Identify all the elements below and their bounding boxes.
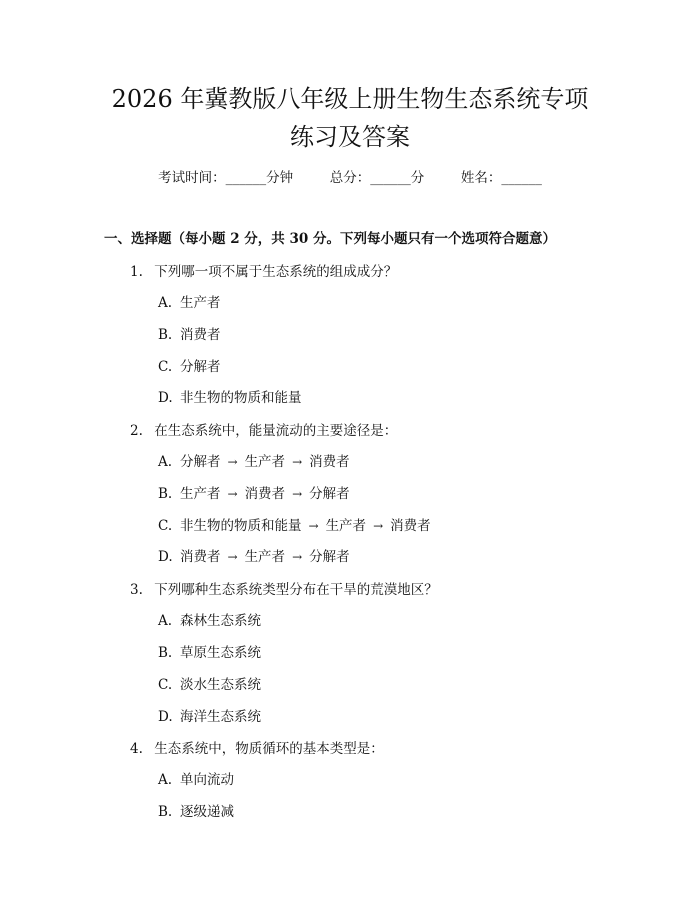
option-2d — [158, 547, 350, 567]
question-text: 在生态系统中，能量流动的主要途径是： — [154, 423, 398, 439]
arrow-icon: → — [308, 519, 319, 533]
arrow-icon: → — [227, 487, 238, 501]
score-blank: ______ — [370, 170, 411, 186]
option-text: 海洋生态系统 — [180, 709, 261, 725]
option-1a — [158, 293, 221, 313]
option-letter: D. — [158, 709, 173, 725]
arrow-icon: → — [227, 455, 238, 469]
option-3d — [158, 707, 261, 727]
option-3a — [158, 611, 261, 631]
question-number: 4. — [130, 741, 143, 757]
chain-step: 非生物的物质和能量 — [180, 518, 302, 534]
arrow-icon: → — [227, 550, 238, 564]
option-letter: D. — [158, 549, 173, 565]
section-heading: 一、选择题（每小题 2 分，共 30 分。下列每小题只有一个选项符合题意） — [104, 231, 556, 247]
option-3b — [158, 643, 261, 663]
option-letter: B. — [158, 804, 173, 820]
name-blank: ______ — [501, 170, 542, 186]
chain-step: 生产者 — [180, 486, 221, 502]
exam-info — [0, 168, 700, 188]
option-letter: A. — [158, 454, 173, 470]
chain-step: 分解者 — [309, 486, 350, 502]
chain-step: 消费者 — [390, 518, 431, 534]
option-3c — [158, 675, 261, 695]
time-label: 考试时间： — [158, 170, 226, 186]
arrow-icon: → — [292, 487, 303, 501]
option-letter: C. — [158, 359, 173, 375]
option-letter: C. — [158, 518, 173, 534]
option-text: 消费者 — [180, 327, 221, 343]
page-title-line1: 2026 年冀教版八年级上册生物生态系统专项 — [111, 85, 589, 113]
option-letter: D. — [158, 390, 173, 406]
question-1 — [130, 262, 397, 282]
chain-step: 分解者 — [180, 454, 221, 470]
question-number: 1. — [130, 264, 143, 280]
score-label: 总分： — [329, 170, 371, 186]
question-4 — [130, 739, 384, 759]
chain-step: 消费者 — [180, 549, 221, 565]
option-text: 生产者 — [180, 295, 221, 311]
page-title-line2: 练习及答案 — [290, 123, 410, 151]
time-unit: 分钟 — [266, 170, 294, 186]
option-text: 非生物的物质和能量 — [180, 390, 302, 406]
option-text: 森林生态系统 — [180, 613, 261, 629]
option-letter: C. — [158, 677, 173, 693]
option-text: 逐级递减 — [180, 804, 234, 820]
option-4b — [158, 802, 234, 822]
arrow-icon: → — [292, 455, 303, 469]
question-text: 下列哪种生态系统类型分布在干旱的荒漠地区？ — [154, 582, 438, 598]
option-text: 草原生态系统 — [180, 645, 261, 661]
chain-step: 消费者 — [309, 454, 350, 470]
arrow-icon: → — [373, 519, 384, 533]
name-label: 姓名： — [460, 170, 502, 186]
option-letter: A. — [158, 772, 173, 788]
option-1d — [158, 388, 302, 408]
score-unit: 分 — [410, 170, 425, 186]
chain-step: 生产者 — [244, 549, 286, 565]
option-text: 分解者 — [180, 359, 221, 375]
arrow-icon: → — [292, 550, 303, 564]
option-letter: B. — [158, 327, 173, 343]
option-1c — [158, 357, 221, 377]
question-2 — [130, 421, 397, 441]
time-blank: ______ — [225, 170, 267, 186]
option-2a — [158, 452, 350, 472]
option-letter: A. — [158, 613, 173, 629]
chain-step: 生产者 — [244, 454, 286, 470]
question-text: 下列哪一项不属于生态系统的组成成分？ — [154, 264, 398, 280]
question-text: 生态系统中，物质循环的基本类型是： — [154, 741, 384, 757]
option-letter: B. — [158, 486, 173, 502]
chain-step: 生产者 — [325, 518, 367, 534]
question-number: 2. — [130, 423, 143, 439]
option-letter: B. — [158, 645, 173, 661]
option-4a — [158, 770, 234, 790]
option-text: 单向流动 — [180, 772, 234, 788]
option-2c — [158, 516, 431, 536]
chain-step: 消费者 — [244, 486, 286, 502]
question-number: 3. — [130, 582, 143, 598]
option-2b — [158, 484, 350, 504]
option-letter: A. — [158, 295, 173, 311]
option-1b — [158, 325, 221, 345]
chain-step: 分解者 — [309, 549, 350, 565]
question-3 — [130, 580, 438, 600]
option-text: 淡水生态系统 — [180, 677, 261, 693]
